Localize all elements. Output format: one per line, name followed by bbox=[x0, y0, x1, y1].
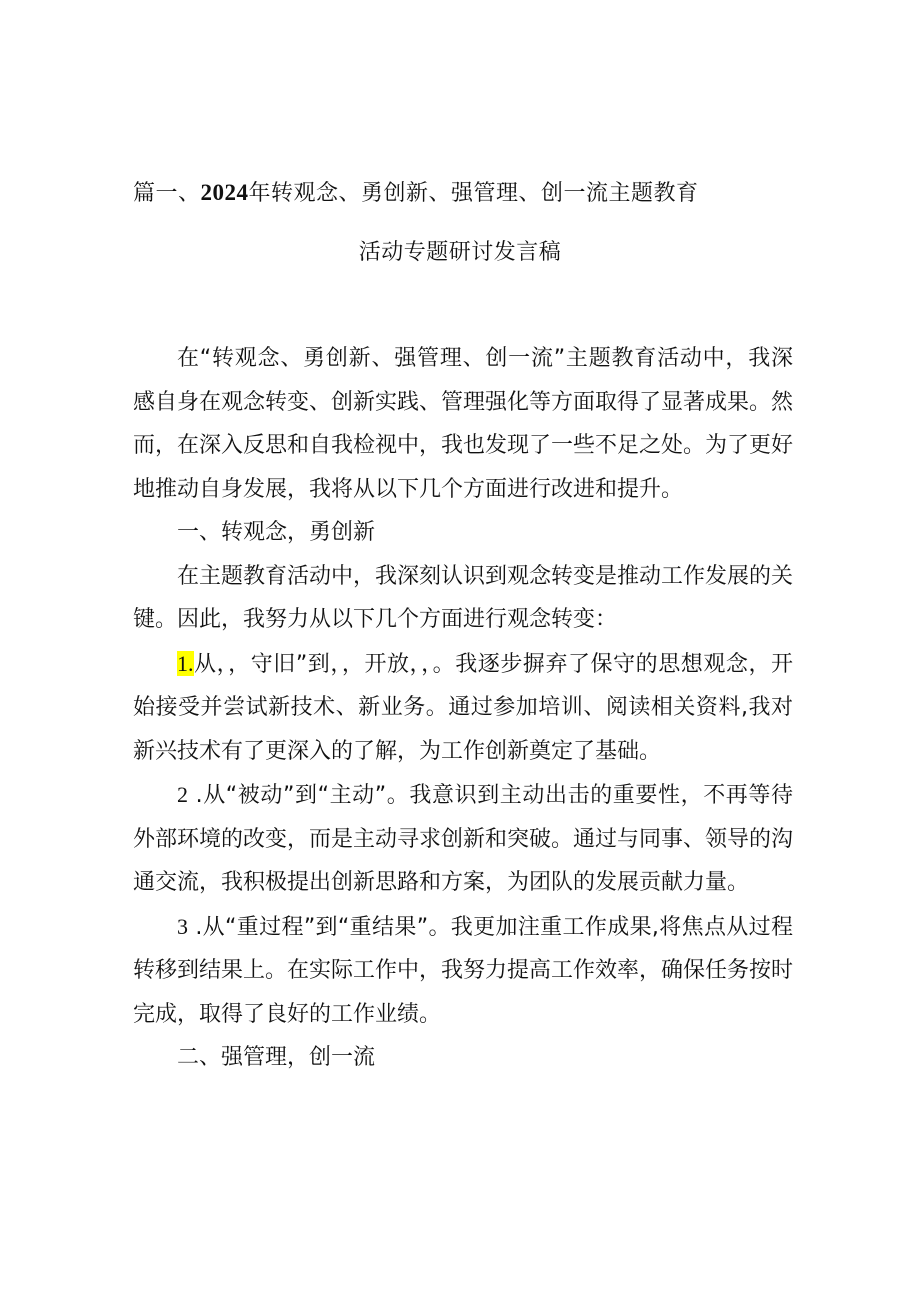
list-item-1-text: 从，，守旧”到，，开放，，。我逐步摒弃了保守的思想观念，开始接受并尝试新技术、新业务。通过参加培训、阅读相关资料,我对新兴技术有了更深入的了解，为工作创新奠定了基础。 bbox=[133, 651, 793, 764]
list-item-2-number: 2 bbox=[177, 782, 188, 807]
list-item-1 bbox=[133, 642, 793, 774]
section-1-heading: 一、转观念，勇创新 bbox=[177, 520, 376, 545]
intro-paragraph: 在“转观念、勇创新、强管理、创一流”主题教育活动中，我深感自身在观念转变、创新实践、管理强化等方面取得了显著成果。然而，在深入反思和自我检视中，我也发现了一些不足之处。为了更好地推动自身发展，我将从以下几个方面进行改进和提升。 bbox=[133, 346, 794, 502]
title-year: 2024 bbox=[200, 180, 249, 205]
section-2-heading: 二、强管理，创一流 bbox=[177, 1045, 376, 1070]
list-item-3-text: .从“重过程”到“重结果”。我更加注重工作成果,将焦点从过程转移到结果上。在实际工作中，我努力提高工作效率，确保任务按时完成，取得了良好的工作业绩。 bbox=[133, 914, 794, 1027]
title-prefix: 篇一、 bbox=[133, 181, 201, 206]
document-body bbox=[133, 337, 793, 1080]
title-suffix: 年转观念、勇创新、强管理、创一流主题教育 bbox=[248, 181, 699, 206]
document-title-line-2: 活动专题研讨发言稿 bbox=[358, 240, 562, 265]
list-item-2-text: .从“被动”到“主动”。我意识到主动出击的重要性，不再等待外部环境的改变，而是主动寻求创新和突破。通过与同事、领导的沟通交流，我积极提出创新思路和方案，为团队的发展贡献力量。 bbox=[133, 783, 794, 895]
list-item-1-number: 1. bbox=[177, 650, 194, 676]
section-1-lead-paragraph: 在主题教育活动中，我深刻认识到观念转变是推动工作发展的关键。因此，我努力从以下几个方面进行观念转变： bbox=[133, 563, 794, 632]
list-item-3 bbox=[133, 905, 793, 1037]
list-item-2 bbox=[133, 773, 793, 905]
document-title-line-1 bbox=[133, 178, 699, 209]
list-item-3-number: 3 bbox=[177, 913, 188, 939]
